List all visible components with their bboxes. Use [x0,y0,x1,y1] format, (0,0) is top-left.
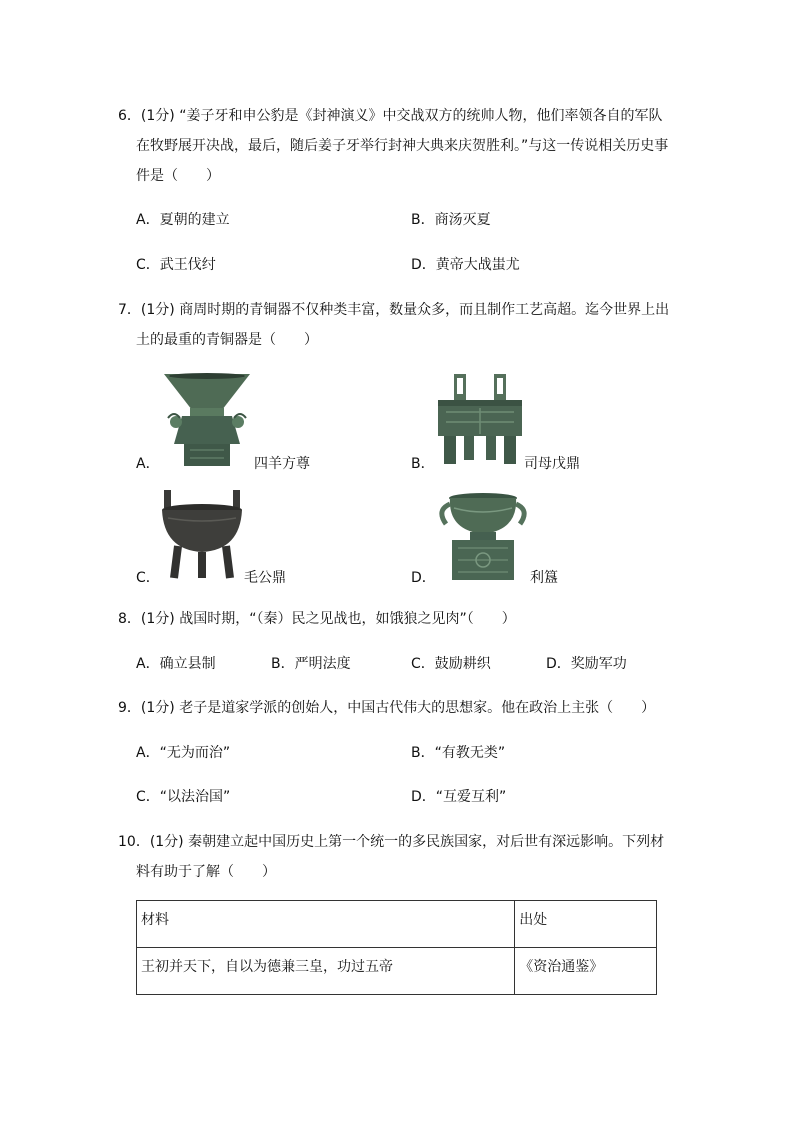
q6-stem-line3: 件是（ ） [136,168,220,184]
si-mu-wu-ding-icon [436,372,524,466]
q7-stem-line2: 土的最重的青铜器是（ ） [136,332,318,348]
q7-option-d-caption: 利簋 [530,570,558,586]
table-cell: 《资治通鉴》 [515,948,657,995]
q8-option-c[interactable]: C．鼓励耕织 [411,656,491,672]
q7-option-c-caption: 毛公鼎 [244,570,286,586]
q9-stem-line1: 9．(1分) 老子是道家学派的创始人，中国古代伟大的思想家。他在政治上主张（ ） [118,700,656,716]
table-header-cell: 出处 [515,901,657,948]
q9-option-b[interactable]: B．“有教无类” [411,745,506,761]
q7-option-a-caption: 四羊方尊 [254,456,310,472]
q8-option-b[interactable]: B．严明法度 [271,656,351,672]
mao-gong-ding-icon [160,488,244,580]
q6-option-b[interactable]: B．商汤灭夏 [411,212,491,228]
q8-option-d[interactable]: D．奖励军功 [546,656,627,672]
table-header-cell: 材料 [137,901,515,948]
q9-option-a[interactable]: A．“无为而治” [136,745,231,761]
table-cell: 王初并天下，自以为德兼三皇，功过五帝 [137,948,515,995]
source-table [136,900,657,995]
q7-option-c-letter[interactable]: C． [136,570,160,586]
table-row [137,948,657,995]
q8-option-a[interactable]: A．确立县制 [136,656,216,672]
table-header-row [137,901,657,948]
q6-stem-line2: 在牧野展开决战，最后，随后姜子牙举行封神大典来庆贺胜利。”与这一传说相关历史事 [136,138,669,154]
q7-stem-line1: 7．(1分) 商周时期的青铜器不仅种类丰富，数量众多，而且制作工艺高超。迄今世界上出 [118,302,670,318]
q10-stem-line2: 料有助于了解（ ） [136,864,276,880]
q8-stem-line1: 8．(1分) 战国时期，“（秦）民之见战也，如饿狼之见肉”（ ） [118,611,516,627]
q6-option-c[interactable]: C．武王伐纣 [136,257,216,273]
q9-option-d[interactable]: D．“互爱互利” [411,789,507,805]
q9-option-c[interactable]: C．“以法治国” [136,789,231,805]
q7-option-b-letter[interactable]: B． [411,456,435,472]
q7-option-a-letter[interactable]: A． [136,456,160,472]
q6-option-a[interactable]: A．夏朝的建立 [136,212,230,228]
q10-stem-line1: 10．(1分) 秦朝建立起中国历史上第一个统一的多民族国家，对后世有深远影响。下列材 [118,834,665,850]
li-gui-icon [436,490,530,582]
q6-stem-line1: 6．(1分) “姜子牙和申公豹是《封神演义》中交战双方的统帅人物，他们率领各自的军队 [118,108,663,124]
q6-option-d[interactable]: D．黄帝大战蚩尤 [411,257,520,273]
four-ram-zun-icon [160,370,254,468]
q7-option-b-caption: 司母戊鼎 [524,456,580,472]
q7-option-d-letter[interactable]: D． [411,570,436,586]
